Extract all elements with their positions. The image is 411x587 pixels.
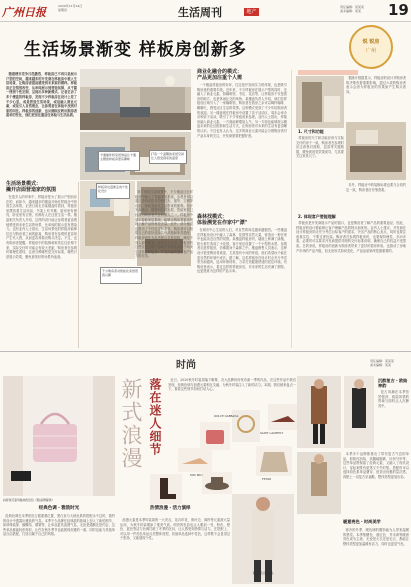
fashion-headline-vertical: 落在迷人细节 [148,378,162,456]
bag-photo-caption: 斜挎包可爱风格纯色包包（图/品牌提供） [3,498,55,502]
fashion-headline-big: 新式浪漫 [119,378,143,470]
photo-sidebar-bedroom [346,122,406,180]
photo-runway-1 [297,376,341,448]
masthead [0,0,411,22]
article-title-right-1: 沉醉复古・欧陆神韵 [378,378,408,388]
photo-boots [150,474,182,504]
right-article-body-2: ⠀寒冷的冬季，暖色调的服饰能为人带来温暖的感觉。本季焦糖色、酒红色、芥末黄等暖意亮色成为主流，无论是大衣还是毛衣，都能让整体造型更加温暖有活力，同时也更显气色。 [343,528,409,546]
stamp-line2: 广州 [365,48,376,54]
page-number: 19 [388,1,409,19]
photo-shoes [268,404,298,430]
right-article-body-1b: ⠀本季多个品牌都推出了带有复古气息的单品，如格纹西装、高腰阔腿裤、针织马甲等，这些单品既保留了经典元素，又融入了现代设计，穿起来既有质感又不失时髦。搭配时可以选择同色系单品叠穿，营造出优雅的层次感，再配上一双复古乐福鞋，整体造型更加出彩。 [343,452,409,479]
photo-bag-model [3,376,115,496]
photo-pumps [178,448,212,472]
left-article-body: ⠀在很多人的印象中，样板房是为了展示户型而存在的，而如今，越来越多的楼盘开始在样板房中营造生活场景。记者日前走访某楼盘时看到，样板房里摆放着生活用品，书架上有书籍，厨房里有餐具，卧室里有衣物，仿佛有人在这里生活一样。楼盘相关负责人介绍，这样的设计能让参观者更直观地感受到未来生活的场景，比单纯的展示更有感染力。也有业内人士指出，生活场景化的样板房能够拉近与购房者之间的距离，购房者在参观时更容易产生代入感，从而更容易做出购买决定。不过，也有购房者提醒，样板房中的装修和家具往往价格不菲，实际交付时可能会有较大差距，购房者在参观时要理性看待，注意分辨哪些是交付标准，哪些只是展示效果，避免被美好的场景所迷惑。 [6,195,77,259]
stamp-line1: 锐 锐房 [362,39,380,45]
photo-bag-small [200,422,230,450]
center-article-body-2: ⠀在城市中心生活的人们，对自然的向往越来越强烈。一些楼盘在样板房设计中融入了森林、花园等自然元素，营造出一种在家中也能亲近自然的氛围。某楼盘样板房内，墙面上种满了绿植，阳台被打造成了小花园，客厅里还设置了一个小型的水景，参观者走进样板房，仿佛置身于森林之中。楼盘销售人员表示，这种设计很受购房者欢迎，尤其是有小孩的家庭，他们希望孩子能在更自然的环境中成长。据了解，这类样板房在设计时会充分考虑采光和通风，选用环保材料，力求打造健康舒适的居住环境。有购房者表示，看过这样的样板房后，对未来的生活充满了期待，也更愿意为这样的产品买单。 [197,228,287,274]
sidebar-body-3: ⠀样板房是开发商展示产品的窗口，也是购房者了解产品的重要途径。因此，样板房的设计要能够让客户理解产品的特点和优势。业内人士建议，开发商在设计样板房时应充分考虑目标客户的需求，突出产品的核心卖点，同时也要注意真实性，不要过度包装。购房者在参观样板房时，也要保持理性，多问多看，必要时可以要求开发商提供详细的交付标准说明，确保自己的权益不受损害。总的来说，样板房的创新为购房者带来了更好的看房体验，也推动了房地产市场的产品升级，但无论形式如何变化，产品品质始终是最重要的。 [296,221,406,253]
photo-sidebar-stairs [296,76,344,128]
sidebar-box [291,70,408,348]
photo-runway-4 [232,494,294,584]
label-fendi: FENDI [262,478,272,481]
sidebar-banner [298,70,358,75]
fashion-intro: ⠀近日，2020秋冬时装周落下帷幕，各大品牌纷纷发布新一季的作品，在这些作品中我们发现，经典色调与浪漫元素相互交融，为秋冬时装注入了新的活力。本期，我们就来盘点一下，看看这些细节如何打动人心。 [168,378,296,392]
photo-runway-3 [297,452,341,514]
date-line: 2020年12月24日 [58,4,83,8]
article-title-left: 经典色调・雅致时光 [38,506,80,511]
fashion-section-title: 时尚 [176,360,196,371]
caption-box-3: 不少购房者对智能化家居很感兴趣 [100,267,142,284]
center-article-body-fashion: ⠀浪漫元素是本季时装周的一大亮点，花卉印花、荷叶边、薄纱等元素被大量运用，为秋冬时装增添了柔美气质。明亮的色彩也让人眼前一亮，粉色、橙色、蓝色等活力色调打破了冬季的沉闷，让人感受到热情与活力。在搭配上，可以用一件亮色单品点亮整体造型，其他单品选择中性色，这样既不会显得过于张扬，又能展现个性。 [120,518,230,541]
fashion-designer-line: 美术编辑：某某 [370,363,392,367]
fashion-editor-line: 责任编辑：某某某 [370,359,395,363]
photo-sweater [256,446,292,476]
article-title-center: 热情浪漫・活力演绎 [150,506,191,511]
fashion-editor-meta [370,359,394,367]
logo: 广州日报 [2,6,46,19]
subhead-left: 生活场景模式： 撬开店面营造家的氛围 [6,181,57,193]
sidebar-section-1: 1. 尺寸和功能 [298,129,324,134]
fashion-header [0,356,411,372]
left-article-body: ⠀经典色调在本季依旧占据重要位置，黑白灰与大地色系的搭配永不过时，简约的设计中透露出雅致的气息。本季不少品牌在经典款的基础上加入了新的细节，如珍珠装饰、蝴蝶结、褶皱等，让单品更具浪漫气息。无论是通勤还是约会，这些单品都能轻松驾驭，让你在秋冬季节也能展现优雅的一面，同时也能与其他单品自由搭配，打造出属于自己的风格。 [3,514,115,537]
caption-box-1: 卡通插件和家居饰品让卡通主题的样板房更有趣味 [98,151,140,171]
caption-bag-kit: 春夏秋冬百搭单品 [252,572,274,575]
center-article-body: ⠀一个楼盘样板房的好坏，往往是开发商实力的体现，也是吸引购房者的重要手段。近年来，不少样板房在展示户型的同时，还融入了商业元素，如咖啡馆、书店、花店等，让样板房不仅是看房的地方，也是休闲社交的场所。某楼盘负责人介绍，他们在样板房区域引入了一家咖啡馆，购房者在看房之余可以喝杯咖啡、聊聊天，感受社区生活的氛围。这种模式受到了不少年轻购房者的欢迎。另一楼盘则在样板房中设置了亲子活动区，周末会举办各种亲子活动，吸引了不少家庭前来参观。业内人士指出，样板房融入商业元素，一方面能够增加人气，另一方面也能够展示楼盘未来的社区配套和生活方式，让购房者对未来的生活有更清晰的认识。不过也有人认为，过多的商业元素可能会分散购房者对产品本身的关注，开发商需要把握好度。 [197,83,287,138]
date-meta [58,4,82,12]
sidebar-section-2: 2. 体现客户要能理解 [298,214,336,219]
weekday-line: 星期四 [58,8,68,12]
photo-living-room [80,69,191,130]
caption-box-4: 样板房也逐渐走向个性化设计 [96,183,130,199]
sidebar-body-1: ⠀样板房的尺寸和功能应该与实际交付的房子一致，购房者在参观时应注意核对面积、层高等关键数据，避免被视觉效果误导，尤其要关注家具尺寸。 [296,136,344,159]
intro-paragraph: ⠀随着楼市竞争日趋激烈，样板房已不再只是展示户型的空间，越来越多的开发商在样板房中植入生活场景，让购房者提前感受到未来家的模样。样板房正在悄然改变，从单纯展示到营造氛围，从千篇一律到个性定制，呈现出多种新模式。记者走访了多个楼盘的样板房，发现不少样板房在设计上花了不少心思，或是营造生活场景，或是融入商业元素，或是引入自然理念，让参观者在体验中找到对家的向往。样板房的创新，也从侧面反映出购房者需求的变化，他们更加注重居住体验与生活品质。 [6,72,77,118]
label-saint-laurent: SAINT LAURENT [260,432,284,435]
sidebar-body-2: ⠀另外，样板房中的装修标准也要与合同约定一致，购房者应仔细查看。 [346,183,406,192]
editor-line: 责任编辑：某某某 [340,5,365,9]
subhead-center: 商业化融合的模式： 产品更加注重个人需 [197,69,243,81]
editor-meta [340,5,364,13]
sidebar-intro: ⠀据统计数据显示，样板房的设计对购房者的决策有着重要影响，超过六成的购房者表示会因为样板房的效果而产生购买意向。 [346,76,406,94]
subhead-center-2: 森林找模式： 体验溯觉在作家中"漂" [197,214,248,226]
photo-runway-2 [344,376,374,448]
circle-stamp [349,25,393,69]
section-title: 生活周刊 [178,6,222,19]
label-dolce: DOLCE GABBANA [214,415,239,418]
right-article-body-1: ⠀复古风潮在本季依然强劲，欧陆风情的剪裁与面料让人沉醉其中。 [378,390,409,408]
main-headline: 生活场景渐变 样板房创新多 [24,40,247,60]
section-tag: 地产 [244,8,259,16]
caption-box-2: 打造一个温馨的家居空间 让人感受到家的温度 [149,150,187,164]
photo-hat [202,472,232,494]
middle-column-body: ⠀除了营造生活场景外，不少楼盘还在样板房中植入了智能家居系统。参观者可以通过手机或语音控制灯光、窗帘、空调等设备，体验智能化生活带来的便利。有开发商表示，随着科技的发展，智能家居已经成为购房者关注的重点之一，样板房中展示智能家居系统，能够让购房者更直观地了解产品的科技含量。此外，部分楼盘还推出了个性化定制服务，购房者可以根据自己的喜好选择装修风格和家具搭配，样板房则作为参考展示多种风格，满足不同人群的需求。业内人士认为，样板房的这些变化反映了房地产市场从卖房子向卖生活转变的趋势，开发商越来越重视产品力的打造。 [135,190,193,259]
section-divider [0,351,411,352]
label-miumiu: MIU MIU [190,474,203,477]
designer-line: 美术编辑：某某 [340,9,362,13]
divider [78,182,79,348]
article-title-right-2: 暖意亮色・时尚美学 [343,519,381,524]
